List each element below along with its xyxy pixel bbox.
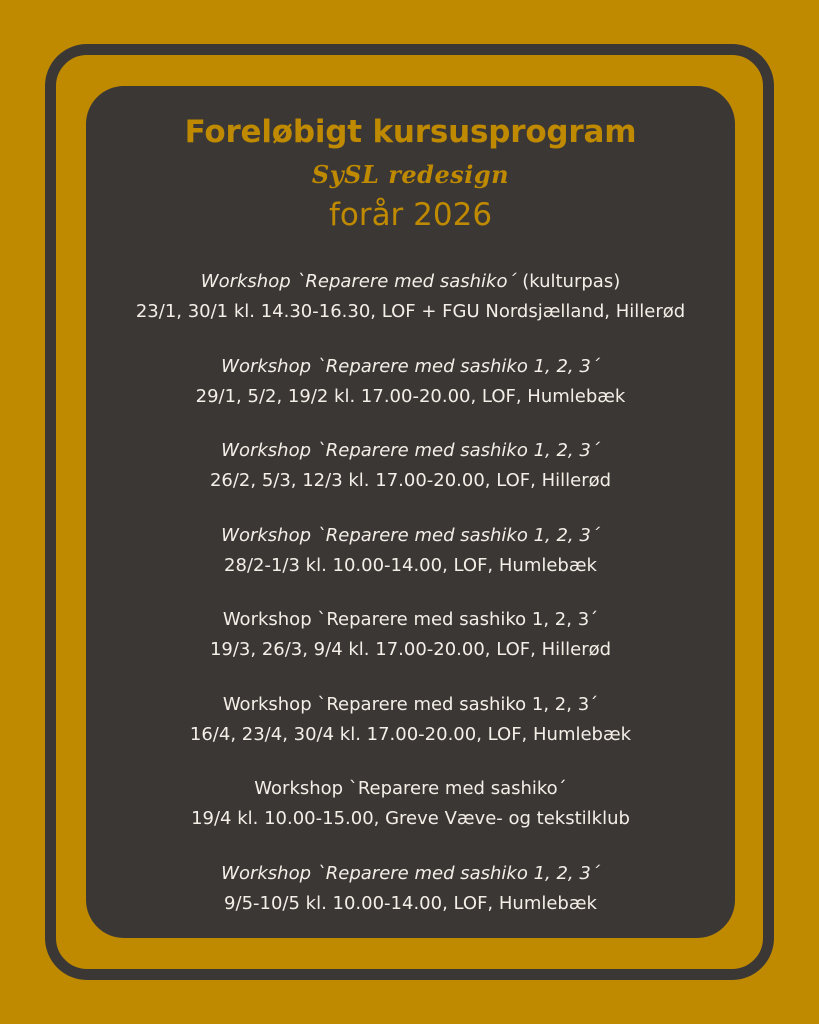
course-title-text: Workshop `Reparere med sashiko´ xyxy=(200,271,517,292)
program-subtitle: SySL redesign xyxy=(311,160,510,189)
course-detail: 29/1, 5/2, 19/2 kl. 17.00-20.00, LOF, Humlebæk xyxy=(195,385,626,407)
course-title-extra: (kulturpas) xyxy=(516,271,621,292)
course-detail: 28/2-1/3 kl. 10.00-14.00, LOF, Humlebæk xyxy=(224,554,597,576)
course-item xyxy=(86,690,735,775)
program-title: Foreløbigt kursusprogram xyxy=(184,114,637,150)
course-title: Workshop `Reparere med sashiko 1, 2, 3´ xyxy=(222,609,599,630)
program-panel xyxy=(86,86,735,938)
course-detail: 26/2, 5/3, 12/3 kl. 17.00-20.00, LOF, Hillerød xyxy=(209,470,612,491)
course-title xyxy=(86,267,735,297)
course-title: Workshop `Reparere med sashiko 1, 2, 3´ xyxy=(221,440,600,461)
course-item xyxy=(86,267,735,352)
course-item xyxy=(86,605,735,690)
course-detail: 19/4 kl. 10.00-15.00, Greve Væve- og tekstilklub xyxy=(191,808,630,829)
course-title: Workshop `Reparere med sashiko 1, 2, 3´ xyxy=(221,355,600,377)
course-detail: 9/5-10/5 kl. 10.00-14.00, LOF, Humlebæk xyxy=(224,892,597,914)
course-title: Workshop `Reparere med sashiko 1, 2, 3´ xyxy=(221,862,600,884)
course-list xyxy=(86,267,735,943)
program-semester: forår 2026 xyxy=(328,197,493,233)
course-item xyxy=(86,521,735,606)
course-detail: 16/4, 23/4, 30/4 kl. 17.00-20.00, LOF, Humlebæk xyxy=(189,723,632,745)
course-item xyxy=(86,352,735,437)
program-header xyxy=(86,112,735,235)
course-item xyxy=(86,859,735,944)
course-title: Workshop `Reparere med sashiko´ xyxy=(254,778,567,799)
course-item xyxy=(86,774,735,859)
course-item xyxy=(86,436,735,521)
course-detail: 19/3, 26/3, 9/4 kl. 17.00-20.00, LOF, Hillerød xyxy=(209,639,612,660)
course-title: Workshop `Reparere med sashiko 1, 2, 3´ xyxy=(221,524,600,546)
course-detail: 23/1, 30/1 kl. 14.30-16.30, LOF + FGU Nordsjælland, Hillerød xyxy=(135,301,686,322)
course-title: Workshop `Reparere med sashiko 1, 2, 3´ xyxy=(222,693,599,715)
